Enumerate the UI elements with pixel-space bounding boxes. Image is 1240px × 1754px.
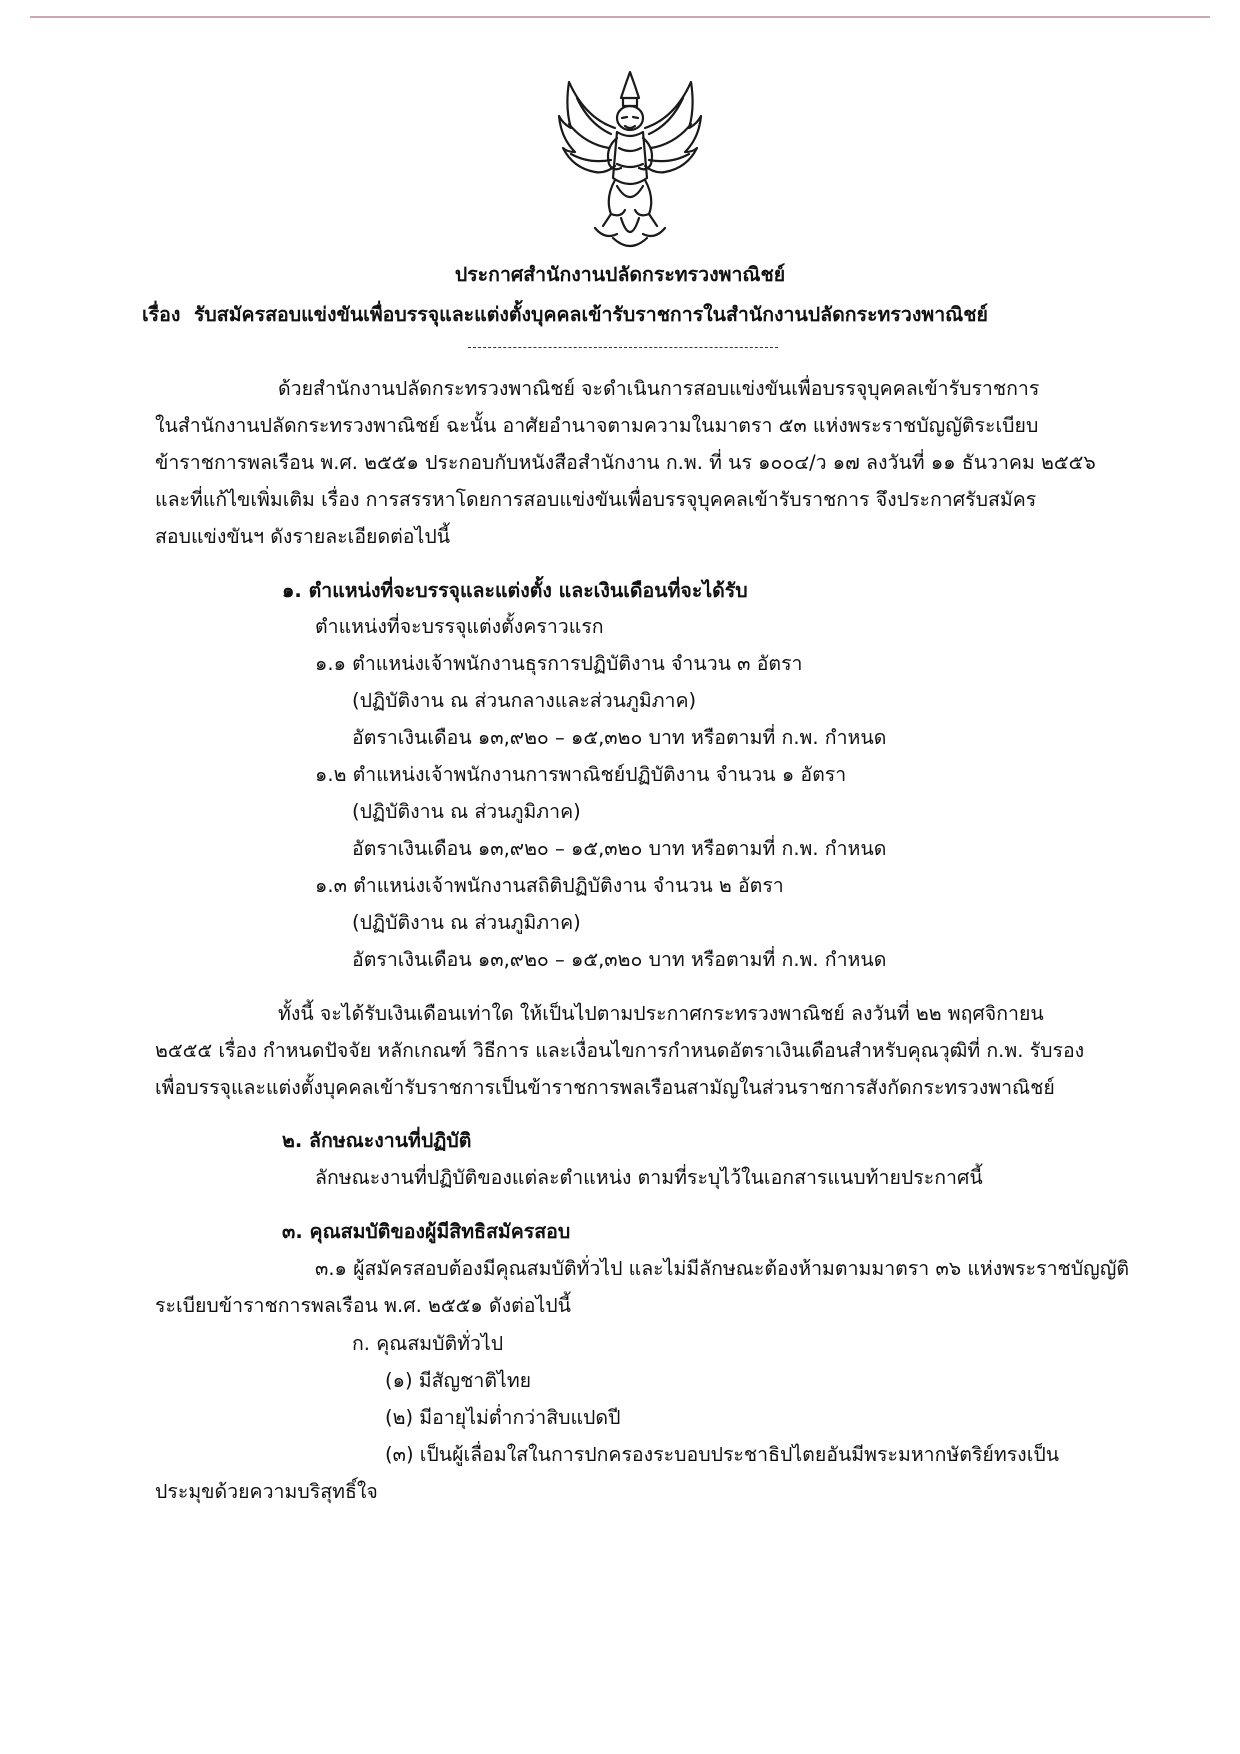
qualification-3-1-line-1: ๓.๑ ผู้สมัครสอบต้องมีคุณสมบัติทั่วไป และไม่มีลักษณะต้องห้ามตามมาตรา ๓๖ แห่งพระราชบัญญัติ (315, 1257, 1130, 1280)
top-border-line (30, 16, 1210, 18)
subject-label: เรื่อง (142, 303, 181, 326)
intro-line-5: สอบแข่งขันฯ ดังรายละเอียดต่อไปนี้ (155, 525, 451, 548)
intro-line-4: และที่แก้ไขเพิ่มเติม เรื่อง การสรรหาโดยการสอบแข่งขันเพื่อบรรจุบุคคลเข้ารับราชการ จึงประกาศรับสมัคร (155, 488, 1037, 511)
section-2-heading: ๒. ลักษณะงานที่ปฏิบัติ (282, 1129, 472, 1152)
position-2-place: (ปฏิบัติงาน ณ ส่วนภูมิภาค) (352, 800, 581, 823)
intro-line-3: ข้าราชการพลเรือน พ.ศ. ๒๕๕๑ ประกอบกับหนังสือสำนักงาน ก.พ. ที่ นร ๑๐๐๔/ว ๑๗ ลงวันที่ ๑๑ ธันวาคม ๒๕๕๖ (155, 451, 1096, 474)
section-2-text: ลักษณะงานที่ปฏิบัติของแต่ละตำแหน่ง ตามที่ระบุไว้ในเอกสารแนบท้ายประกาศนี้ (315, 1166, 983, 1189)
intro-line-1: ด้วยสำนักงานปลัดกระทรวงพาณิชย์ จะดำเนินการสอบแข่งขันเพื่อบรรจุบุคคลเข้ารับราชการ (278, 377, 1040, 400)
salary-note-line-2: ๒๕๕๕ เรื่อง กำหนดปัจจัย หลักเกณฑ์ วิธีการ และเงื่อนไขการกำหนดอัตราเงินเดือนสำหรับคุณวุฒิที่ ก.พ. รับรอง (155, 1039, 1085, 1062)
general-qualifications-label: ก. คุณสมบัติทั่วไป (352, 1332, 504, 1355)
position-3-place: (ปฏิบัติงาน ณ ส่วนภูมิภาค) (352, 911, 581, 934)
position-1-title: ๑.๑ ตำแหน่งเจ้าพนักงานธุรการปฏิบัติงาน จำนวน ๓ อัตรา (315, 652, 803, 675)
subject-text: รับสมัครสอบแข่งขันเพื่อบรรจุและแต่งตั้งบุคคลเข้ารับราชการในสำนักงานปลัดกระทรวงพาณิชย์ (193, 303, 988, 326)
salary-note-line-1: ทั้งนี้ จะได้รับเงินเดือนเท่าใด ให้เป็นไปตามประกาศกระทรวงพาณิชย์ ลงวันที่ ๒๒ พฤศจิกายน (278, 1002, 1044, 1025)
salary-note-line-3: เพื่อบรรจุและแต่งตั้งบุคคลเข้ารับราชการเป็นข้าราชการพลเรือนสามัญในส่วนราชการสังกัดกระทรวงพาณิชย์ (155, 1076, 1055, 1099)
section-3-heading: ๓. คุณสมบัติของผู้มีสิทธิสมัครสอบ (282, 1220, 571, 1243)
qualification-item-3: (๓) เป็นผู้เลื่อมใสในการปกครองระบอบประชาธิปไตยอันมีพระมหากษัตริย์ทรงเป็น (385, 1443, 1060, 1466)
position-1-place: (ปฏิบัติงาน ณ ส่วนกลางและส่วนภูมิภาค) (352, 689, 697, 712)
qualification-item-1: (๑) มีสัญชาติไทย (385, 1369, 532, 1392)
section-1-heading: ๑. ตำแหน่งที่จะบรรจุและแต่งตั้ง และเงินเดือนที่จะได้รับ (282, 579, 748, 602)
section-1-subheading: ตำแหน่งที่จะบรรจุแต่งตั้งคราวแรก (315, 615, 604, 638)
announcement-title: ประกาศสำนักงานปลัดกระทรวงพาณิชย์ (454, 263, 786, 286)
qualification-3-1-line-2: ระเบียบข้าราชการพลเรือน พ.ศ. ๒๕๕๑ ดังต่อไปนี้ (155, 1294, 571, 1317)
position-2-title: ๑.๒ ตำแหน่งเจ้าพนักงานการพาณิชย์ปฏิบัติงาน จำนวน ๑ อัตรา (315, 763, 847, 786)
position-3-salary: อัตราเงินเดือน ๑๓,๙๒๐ – ๑๕,๓๒๐ บาท หรือตามที่ ก.พ. กำหนด (352, 948, 887, 971)
qualification-item-3-continued: ประมุขด้วยความบริสุทธิ์ใจ (155, 1480, 378, 1503)
position-3-title: ๑.๓ ตำแหน่งเจ้าพนักงานสถิติปฏิบัติงาน จำนวน ๒ อัตรา (315, 874, 784, 897)
subject-line (142, 302, 988, 328)
garuda-emblem-icon (555, 68, 705, 254)
position-2-salary: อัตราเงินเดือน ๑๓,๙๒๐ – ๑๕,๓๒๐ บาท หรือตามที่ ก.พ. กำหนด (352, 837, 887, 860)
intro-line-2: ในสำนักงานปลัดกระทรวงพาณิชย์ ฉะนั้น อาศัยอำนาจตามความในมาตรา ๕๓ แห่งพระราชบัญญัติระเบียบ (155, 414, 1039, 437)
title-divider (468, 347, 778, 348)
position-1-salary: อัตราเงินเดือน ๑๓,๙๒๐ – ๑๕,๓๒๐ บาท หรือตามที่ ก.พ. กำหนด (352, 726, 887, 749)
qualification-item-2: (๒) มีอายุไม่ต่ำกว่าสิบแปดปี (385, 1406, 621, 1429)
